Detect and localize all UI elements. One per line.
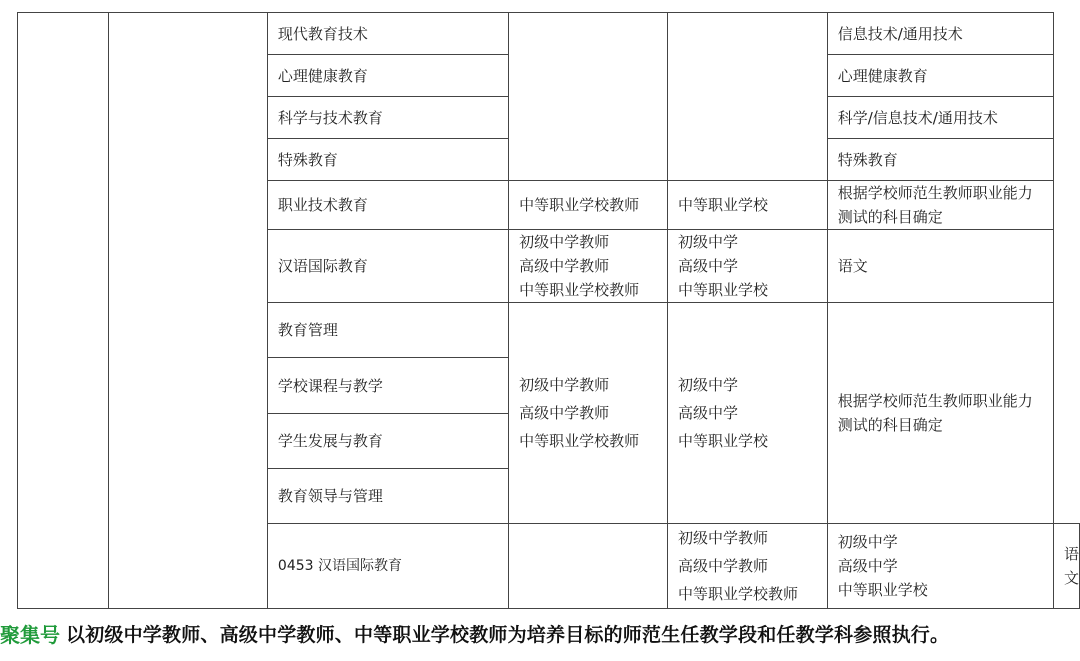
teacher-cell — [667, 524, 827, 609]
empty-category-cell — [18, 13, 109, 609]
teacher-line: 中等职业学校教师 — [519, 281, 640, 299]
school-line: 初级中学 — [677, 376, 738, 394]
school-line: 初级中学 — [837, 533, 898, 551]
school-line: 初级中学 — [677, 233, 738, 251]
direction-cell: 心理健康教育 — [267, 55, 508, 97]
school-cell: 中等职业学校 — [667, 181, 827, 230]
empty-direction-cell — [509, 524, 668, 609]
teacher-cell — [509, 303, 668, 524]
school-line: 中等职业学校 — [837, 581, 928, 599]
school-cell — [827, 524, 1053, 609]
direction-cell: 教育管理 — [267, 303, 508, 358]
teacher-cell: 中等职业学校教师 — [509, 181, 668, 230]
school-line: 高级中学 — [677, 404, 738, 422]
direction-cell: 学校课程与教学 — [267, 358, 508, 414]
teacher-line: 初级中学教师 — [519, 233, 610, 251]
subject-line: 测试的科目确定 — [837, 208, 943, 226]
school-line: 高级中学 — [837, 557, 898, 575]
subject-cell: 特殊教育 — [827, 139, 1053, 181]
empty-major-cell — [109, 13, 268, 609]
subject-mapping-table — [17, 12, 1080, 609]
teacher-line: 高级中学教师 — [677, 557, 768, 575]
watermark-logo: 聚集号 — [0, 623, 60, 647]
direction-cell: 现代教育技术 — [267, 13, 508, 55]
subject-cell — [827, 181, 1053, 230]
footnote — [0, 621, 1080, 661]
school-line: 中等职业学校 — [677, 432, 768, 450]
teacher-line: 高级中学教师 — [519, 404, 610, 422]
school-line: 中等职业学校 — [677, 281, 768, 299]
teacher-line: 初级中学教师 — [519, 376, 610, 394]
footnote-text: 以初级中学教师、高级中学教师、中等职业学校教师为培养目标的师范生任教学段和任教学科参照执行。 — [66, 624, 950, 646]
empty-teacher-cell — [509, 13, 668, 181]
subject-cell — [827, 303, 1053, 524]
teacher-line: 中等职业学校教师 — [677, 585, 798, 603]
school-cell — [667, 230, 827, 303]
direction-cell: 教育领导与管理 — [267, 469, 508, 524]
major-cell: 0453 汉语国际教育 — [267, 524, 508, 609]
teacher-cell — [509, 230, 668, 303]
teacher-line: 中等职业学校教师 — [519, 432, 640, 450]
teacher-line: 初级中学教师 — [677, 529, 768, 547]
direction-cell: 职业技术教育 — [267, 181, 508, 230]
subject-line: 根据学校师范生教师职业能力 — [837, 184, 1033, 202]
subject-line: 测试的科目确定 — [837, 416, 943, 434]
subject-cell: 语文 — [1053, 524, 1079, 609]
teacher-line: 高级中学教师 — [519, 257, 610, 275]
subject-cell: 语文 — [827, 230, 1053, 303]
direction-cell: 特殊教育 — [267, 139, 508, 181]
school-line: 高级中学 — [677, 257, 738, 275]
subject-line: 根据学校师范生教师职业能力 — [837, 392, 1033, 410]
subject-cell: 心理健康教育 — [827, 55, 1053, 97]
table-row — [18, 13, 1080, 55]
subject-cell: 科学/信息技术/通用技术 — [827, 97, 1053, 139]
subject-cell: 信息技术/通用技术 — [827, 13, 1053, 55]
direction-cell: 汉语国际教育 — [267, 230, 508, 303]
direction-cell: 科学与技术教育 — [267, 97, 508, 139]
direction-cell: 学生发展与教育 — [267, 414, 508, 469]
school-cell — [667, 303, 827, 524]
empty-school-cell — [667, 13, 827, 181]
